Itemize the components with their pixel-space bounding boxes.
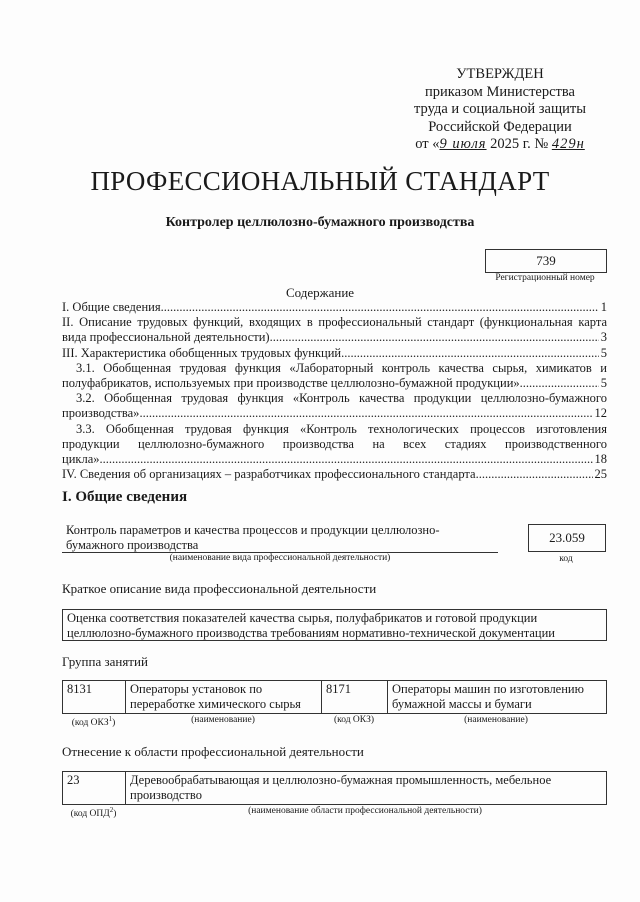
toc-item-ii-line1[interactable]: II. Описание трудовых функций, входящих в профессиональный стандарт (функциональная карта (62, 315, 607, 330)
toc-heading: Содержание (285, 285, 355, 300)
toc-item-text: производства» (62, 406, 140, 421)
approval-line-2: труда и социальной защиты (414, 101, 586, 117)
activity-code-caption: код (559, 554, 573, 564)
toc-leader (100, 452, 593, 467)
caption-text: (код ОПД (70, 809, 110, 820)
toc-item-text: полуфабрикатов, используемых при производстве целлюлозно-бумажной продукции» (62, 376, 520, 391)
toc-item-iv[interactable] (62, 467, 607, 482)
occupation-name-line: Операторы машин по изготовлению (392, 682, 584, 696)
occupation-table (62, 680, 607, 714)
toc-item-ii[interactable] (62, 330, 607, 345)
standard-subtitle: Контролер целлюлозно-бумажного производства (165, 215, 475, 230)
toc-page: 1 (600, 300, 607, 314)
description-label: Краткое описание вида профессиональной деятельности (62, 581, 377, 596)
toc-item-i[interactable] (62, 300, 607, 315)
okz-code-cell: 8131 (63, 681, 126, 713)
activity-caption: (наименование вида профессиональной деятельности) (169, 553, 391, 563)
toc-item-text: цикла» (62, 452, 100, 467)
opd-code-caption: (код ОПД$^2$) (70, 806, 117, 820)
toc-leader (139, 406, 592, 421)
occupation-name-line: переработке химического сырья (130, 697, 301, 711)
toc-item-text: IV. Сведения об организациях – разработчиках профессионального стандарта (62, 467, 476, 482)
footnote-mark: 1 (108, 715, 113, 723)
area-caption: (наименование области профессиональной деятельности) (248, 806, 482, 816)
occupation-name-cell (126, 681, 322, 713)
toc-item-text: вида профессиональной деятельности) (62, 330, 270, 345)
approval-line-1: приказом Министерства (425, 83, 575, 100)
toc-item-text: III. Характеристика обобщенных трудовых функций (62, 345, 342, 360)
date-prefix: от « (415, 136, 440, 152)
name-caption: (наименование) (464, 715, 528, 725)
toc-leader (270, 330, 599, 345)
toc-page: 5 (600, 376, 607, 391)
toc-item-text: I. Общие сведения (62, 300, 161, 314)
activity-name-line: бумажного производства (66, 538, 199, 552)
caption-text: (код ОКЗ (71, 718, 109, 729)
approval-heading: УТВЕРЖДЕН (456, 66, 544, 82)
occupation-group-label: Группа занятий (62, 654, 148, 669)
area-name-cell (126, 772, 606, 804)
area-table (62, 771, 607, 805)
description-line: Оценка соответствия показателей качества сырья, полуфабрикатов и готовой продукции (67, 611, 538, 625)
toc-item-iii[interactable] (62, 346, 607, 361)
toc-item-3-2-line1[interactable]: 3.2. Обобщенная трудовая функция «Контроль качества продукции целлюлозно-бумажного (76, 391, 607, 406)
occupation-name-cell (388, 681, 606, 713)
approval-block (380, 66, 620, 154)
area-label: Отнесение к области профессиональной деятельности (62, 744, 364, 759)
table-of-contents (62, 300, 607, 482)
toc-item-3-3-line1[interactable]: 3.3. Обобщенная трудовая функция «Контроль технологических процессов изготовления (76, 421, 607, 436)
toc-page: 3 (600, 330, 607, 345)
footnote-mark: 2 (109, 806, 114, 814)
opd-code-cell: 23 (63, 772, 126, 804)
area-name-line: производство (130, 788, 202, 802)
section-heading: I. Общие сведения (62, 489, 188, 505)
toc-page: 12 (594, 406, 607, 421)
activity-name-line: Контроль параметров и качества процессов и продукции целлюлозно- (66, 523, 440, 537)
okz-code-caption: (код ОКЗ) (333, 715, 375, 725)
occupation-name-line: бумажной массы и бумаги (392, 697, 532, 711)
area-name-line: Деревообрабатывающая и целлюлозно-бумажная промышленность, мебельное (130, 773, 552, 787)
registration-number-box: 739 (485, 249, 607, 273)
date-year: 2025 г. № (490, 136, 549, 152)
name-caption: (наименование) (191, 715, 255, 725)
toc-page: 25 (594, 467, 607, 482)
okz-code-caption: (код ОКЗ$^1$) (71, 715, 116, 729)
approval-line-3: Российской Федерации (428, 118, 572, 135)
toc-leader (520, 376, 599, 391)
handwritten-date: 9 июля (439, 136, 487, 152)
description-box (62, 609, 607, 641)
approval-date-line (380, 136, 620, 154)
standard-title: ПРОФЕССИОНАЛЬНЫЙ СТАНДАРТ (90, 166, 550, 196)
toc-leader (476, 467, 593, 482)
handwritten-order-number: 429н (551, 136, 585, 152)
toc-leader (161, 300, 599, 315)
activity-name (66, 523, 496, 553)
okz-code-cell: 8171 (322, 681, 388, 713)
toc-item-3-1[interactable] (62, 376, 607, 391)
toc-item-3-2[interactable] (62, 406, 607, 421)
registration-number-label: Регистрационный номер (495, 273, 595, 283)
toc-page: 5 (600, 345, 607, 360)
toc-item-3-1-line1[interactable]: 3.1. Обобщенная трудовая функция «Лабораторный контроль качества сырья, химикатов и (76, 360, 607, 375)
toc-item-3-3-line2[interactable]: продукции целлюлозно-бумажного производства на всех стадиях производственного (62, 436, 607, 451)
activity-code-box: 23.059 (528, 524, 606, 552)
toc-leader (341, 346, 599, 361)
toc-page: 18 (594, 452, 607, 467)
occupation-name-line: Операторы установок по (130, 682, 263, 696)
description-line: целлюлозно-бумажного производства требованиям нормативно-технической документации (67, 626, 556, 640)
toc-item-3-3[interactable] (62, 452, 607, 467)
